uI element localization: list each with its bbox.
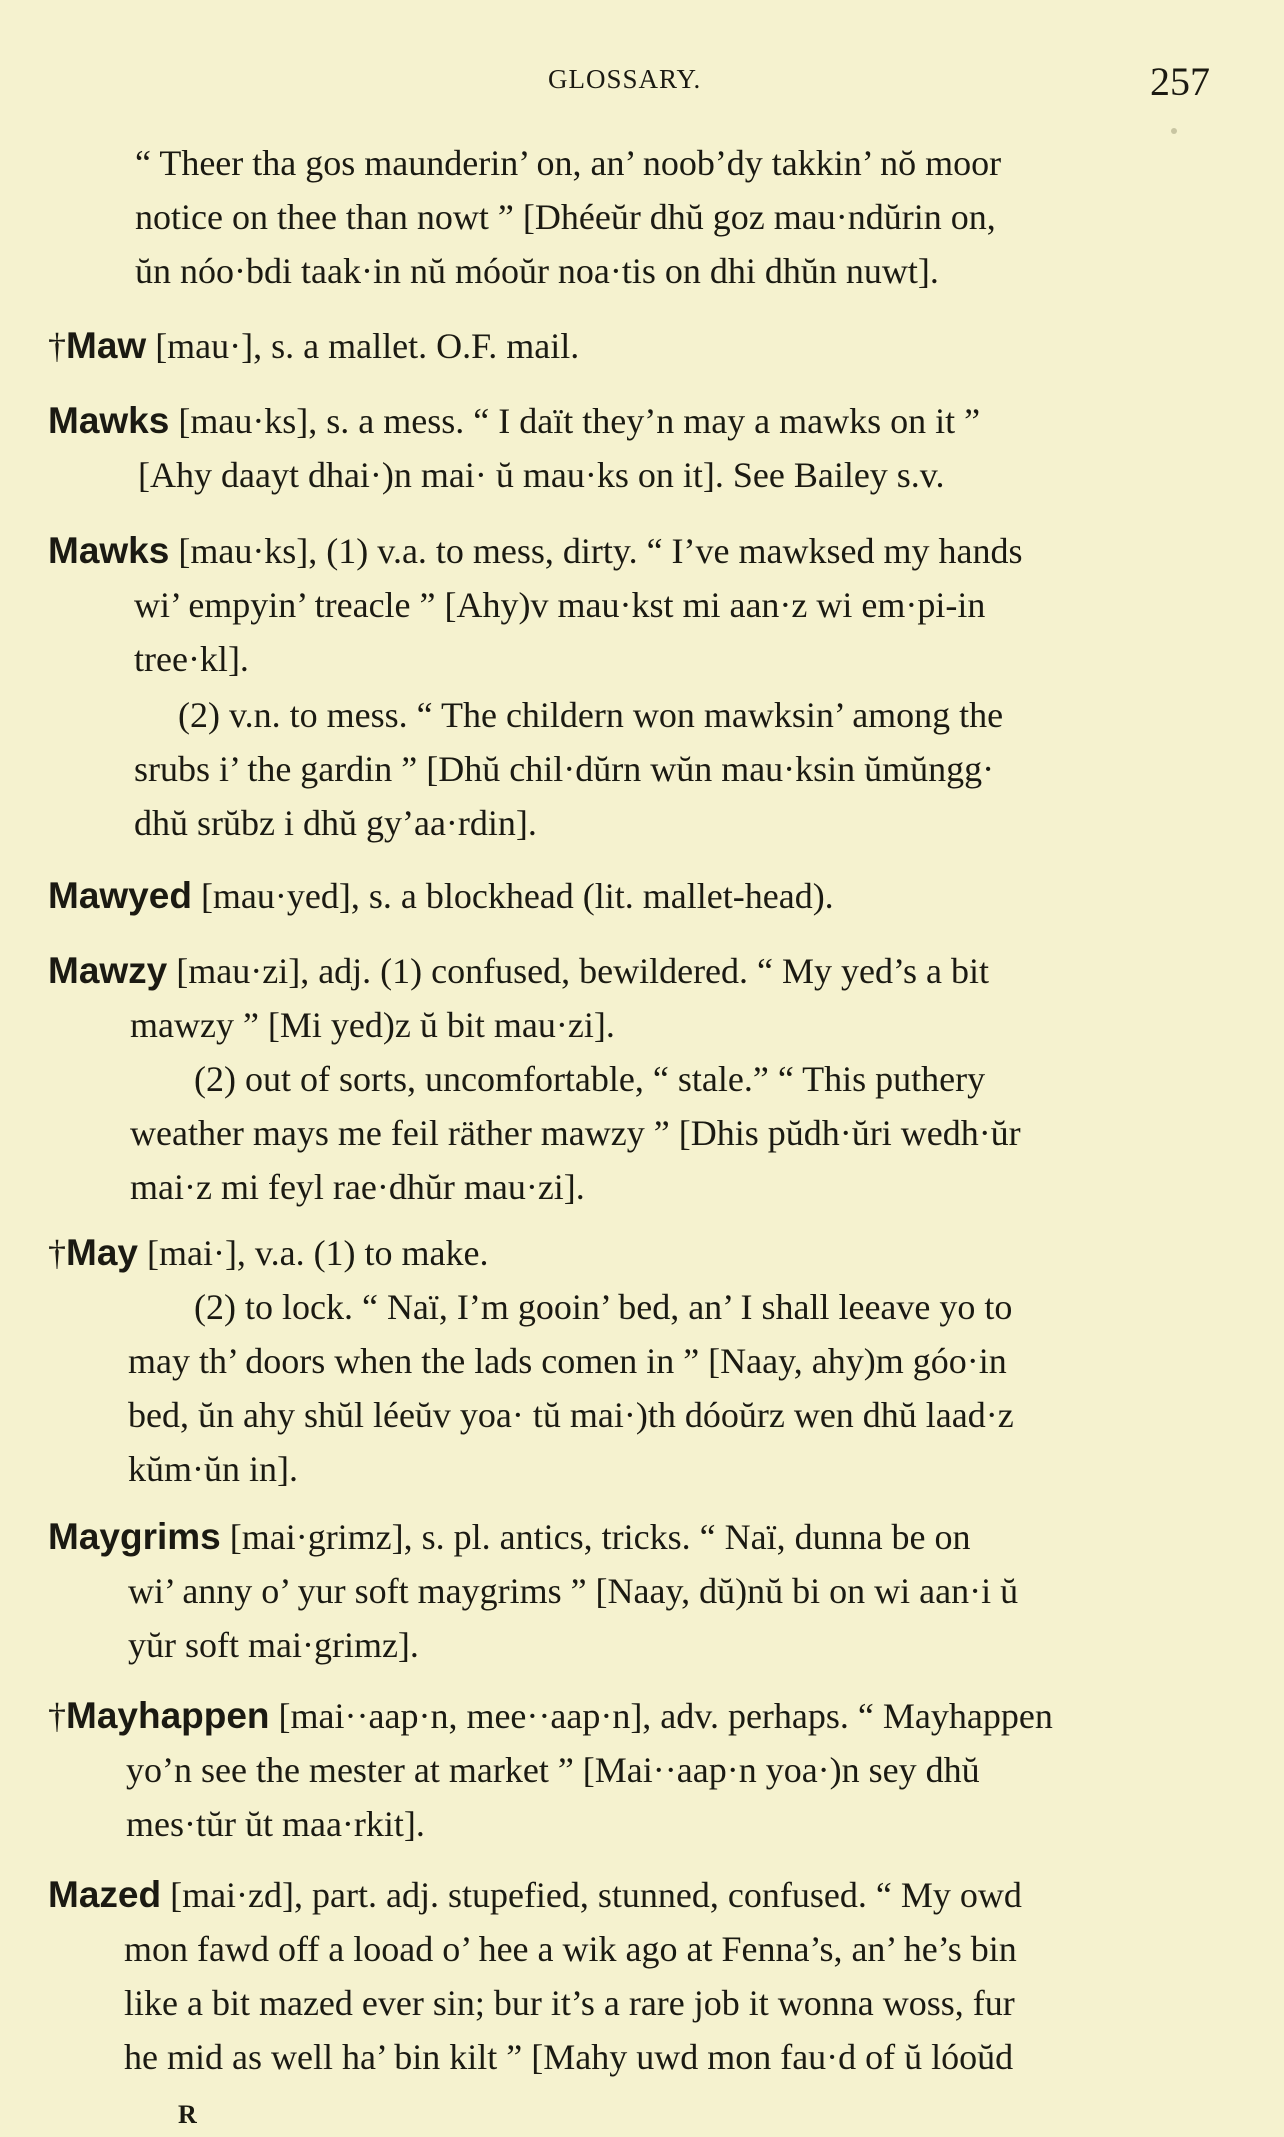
entry-line: mawzy ” [Mi yed)z ŭ bit mau·zi]. xyxy=(130,1005,615,1045)
entry-line: (2) to lock. “ Naï, I’m gooin’ bed, an’ I shall leeave yo to xyxy=(194,1287,1013,1327)
entry-line: [Ahy daayt dhai·)n mai· ŭ mau·ks on it]. See Bailey s.v. xyxy=(138,455,945,495)
headword: May xyxy=(66,1232,138,1273)
entry-line: [mau·ks], (1) v.a. to mess, dirty. “ I’ve mawksed my hands xyxy=(169,531,1023,571)
entry-line: “ Theer tha gos maunderin’ on, an’ noob’dy takkin’ nŏ moor xyxy=(135,143,1002,183)
headword: Mawyed xyxy=(48,875,192,916)
headword: Mazed xyxy=(48,1874,162,1915)
dagger-mark: † xyxy=(48,1696,66,1736)
entry-line: weather mays me feil räther mawzy ” [Dhis pŭdh·ŭri wedh·ŭr xyxy=(130,1113,1021,1153)
entry-line: (2) out of sorts, uncomfortable, “ stale.” “ This puthery xyxy=(194,1059,986,1099)
entry-line: [mau·yed], s. a blockhead (lit. mallet-head). xyxy=(191,876,834,916)
entry-line: [mau·ks], s. a mess. “ I daït they’n may a mawks on it ” xyxy=(169,401,981,441)
headword: Mawks xyxy=(48,400,170,441)
dagger-mark: † xyxy=(48,326,66,366)
page-header xyxy=(0,58,1284,118)
running-title: GLOSSARY. xyxy=(548,64,702,94)
entry-line: [mau·zi], adj. (1) confused, bewildered. “ My yed’s a bit xyxy=(167,951,989,991)
entry-line: (2) v.n. to mess. “ The childern won mawksin’ among the xyxy=(178,695,1004,735)
entry-line: [mai·grimz], s. pl. antics, tricks. “ Naï, dunna be on xyxy=(220,1517,971,1557)
entry-line: bed, ŭn ahy shŭl léeŭv yoa· tŭ mai·)th dóoŭrz wen dhŭ laad·z xyxy=(128,1395,1014,1435)
entry-line: [mai·zd], part. adj. stupefied, stunned, confused. “ My owd xyxy=(161,1875,1022,1915)
entry-line: may th’ doors when the lads comen in ” [Naay, ahy)m góo·in xyxy=(128,1341,1007,1381)
headword: Maygrims xyxy=(48,1516,221,1557)
entry-line: dhŭ srŭbz i dhŭ gy’aa·rdin]. xyxy=(134,803,537,843)
signature-mark: R xyxy=(178,2100,197,2129)
headword: Mawzy xyxy=(48,950,168,991)
entry-line: srubs i’ the gardin ” [Dhŭ chil·dŭrn wŭn mau·ksin ŭmŭngg· xyxy=(134,749,995,789)
entry-line: wi’ empyin’ treacle ” [Ahy)v mau·kst mi aan·z wi em·pi-in xyxy=(134,585,986,625)
entry-line: ŭn nóo·bdi taak·in nŭ móoŭr noa·tis on dhi dhŭn nuwt]. xyxy=(135,251,939,291)
entry-line: yŭr soft mai·grimz]. xyxy=(128,1625,419,1665)
entry-line: mon fawd off a looad o’ hee a wik ago at Fenna’s, an’ he’s bin xyxy=(124,1929,1017,1969)
entry-line: [mai·], v.a. (1) to make. xyxy=(137,1233,489,1273)
entry-line: wi’ anny o’ yur soft maygrims ” [Naay, dŭ)nŭ bi on wi aan·i ŭ xyxy=(128,1571,1019,1611)
entry-line: like a bit mazed ever sin; bur it’s a rare job it wonna woss, fur xyxy=(124,1983,1015,2023)
entry-line: kŭm·ŭn in]. xyxy=(128,1449,298,1489)
page-number: 257 xyxy=(1150,59,1210,104)
entry-line: mai·z mi feyl rae·dhŭr mau·zi]. xyxy=(130,1167,585,1207)
entry-line: notice on thee than nowt ” [Dhéeŭr dhŭ goz mau·ndŭrin on, xyxy=(135,197,996,237)
headword: Mawks xyxy=(48,530,170,571)
dagger-mark: † xyxy=(48,1233,66,1273)
entry-line: [mai··aap·n, mee··aap·n], adv. perhaps. “ Mayhappen xyxy=(269,1696,1053,1736)
entry-line: he mid as well ha’ bin kilt ” [Mahy uwd mon fau·d of ŭ lóoŭd xyxy=(124,2037,1014,2077)
entry-line: tree·kl]. xyxy=(134,639,249,679)
entry-line: yo’n see the mester at market ” [Mai··aap·n yoa·)n sey dhŭ xyxy=(126,1750,980,1790)
entry-line: mes·tŭr ŭt maa·rkit]. xyxy=(126,1804,425,1844)
entry-line: [mau·], s. a mallet. O.F. mail. xyxy=(146,326,580,366)
headword: Maw xyxy=(66,325,147,366)
headword: Mayhappen xyxy=(66,1695,270,1736)
printing-speck xyxy=(1171,128,1177,134)
